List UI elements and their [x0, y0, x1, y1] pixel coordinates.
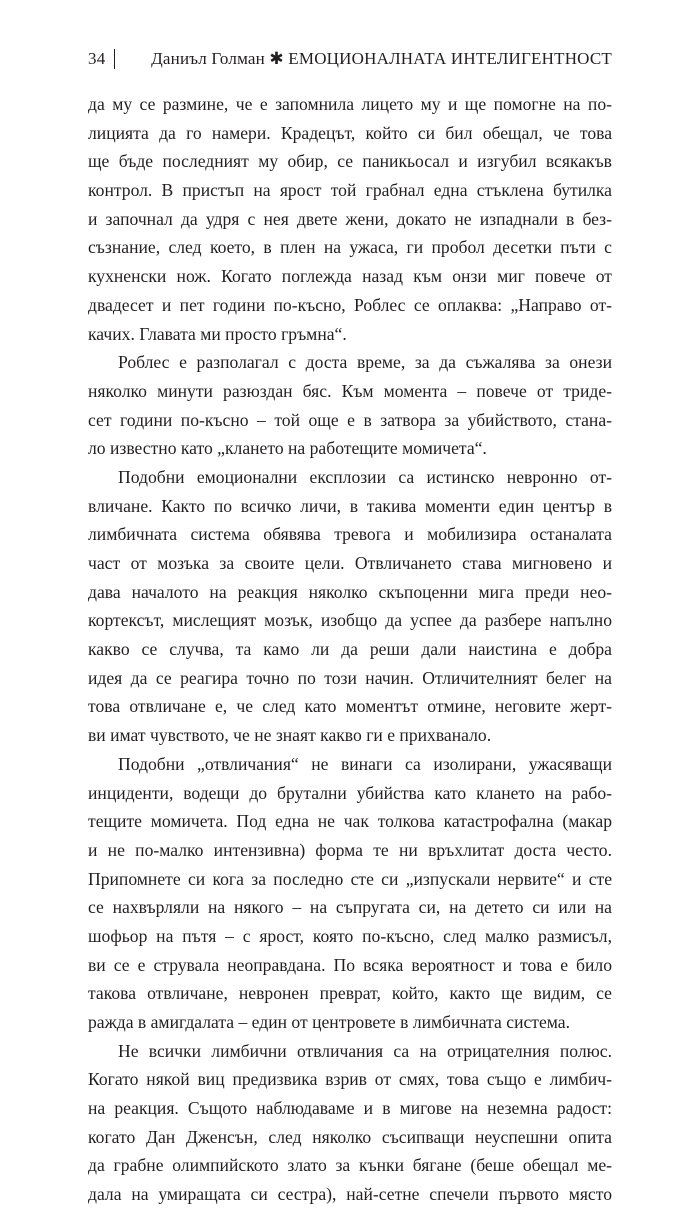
text-line: ло известно като „клането на работещите момичета“.	[88, 438, 487, 459]
text-line: идея да се реагира точно по този начин. Отличителният белег на	[88, 667, 612, 688]
text-line: кортексът, мислещият мозък, изобщо да успее да разбере напълно	[88, 610, 612, 631]
text-line: Не всички лимбични отвличания са на отрицателния полюс.	[118, 1040, 612, 1061]
text-line: такова отвличане, невронен преврат, който, както ще видим, се	[88, 983, 612, 1004]
text-line: и не по-малко интензивна) форма те ни връхлитат доста често.	[88, 839, 612, 860]
text-line: част от мозъка за своите цели. Отвличането става мигновено и	[88, 553, 612, 573]
text-line: Роблес е разполагал с доста време, за да съжалява за онези	[118, 352, 612, 373]
paragraph	[88, 750, 612, 1037]
text-line: инциденти, водещи до брутални убийства като клането на рабо-	[88, 782, 612, 803]
text-line: лимбичната система обявява тревога и мобилизира останалата	[88, 524, 612, 545]
text-line: ви имат чувството, че не знаят какво ги е прихванало.	[88, 725, 492, 746]
text-line: какво се случва, та камо ли да реши дали наистина е добра	[88, 639, 612, 660]
text-line: ражда в амигдалата – един от центровете в лимбичната система.	[88, 1012, 571, 1032]
paragraph	[88, 463, 612, 750]
text-line: Припомнете си кога за последно сте си „изпускали нервите“ и сте	[88, 868, 612, 889]
text-line: на реакция. Същото наблюдаваме и в мигове на неземна радост:	[88, 1098, 612, 1119]
running-head	[88, 44, 612, 74]
text-line: Подобни „отвличания“ не винаги са изолирани, ужасяващи	[118, 753, 612, 774]
text-line: това отвличане е, че след като моментът отмине, неговите жерт-	[88, 696, 612, 717]
header-divider	[114, 49, 115, 69]
text-line: и започнал да удря с нея двете жени, докато не изпаднали в без-	[88, 208, 612, 229]
text-line: шофьор на пътя – с ярост, която по-късно, след малко размисъл,	[88, 925, 612, 946]
text-line: дала на умиращата си сестра), най-сетне спечели първото място	[88, 1184, 612, 1205]
text-line: ще бъде последният му обир, се паникьосал и изгубил всякакъв	[88, 151, 612, 172]
body-text	[88, 90, 612, 1209]
text-line: вличане. Както по всичко личи, в такива моменти един център в	[88, 495, 612, 516]
page-number: 34	[88, 49, 106, 68]
text-line: съзнание, след което, в плен на ужаса, ги пробол десетки пъти с	[88, 237, 612, 258]
text-line: Подобни емоционални експлозии са истинско невронно от-	[118, 466, 612, 487]
text-line: сет години по-късно – той още е в затвора за убийството, стана-	[88, 409, 612, 430]
text-line: лицията да го намери. Крадецът, който си бил обещал, че това	[88, 122, 612, 143]
paragraph	[88, 348, 612, 463]
text-line: няколко минути разюздан бяс. Към момента – повече от триде-	[88, 380, 612, 401]
text-line: Когато някой виц предизвика взрив от смях, това също е лимбич-	[88, 1069, 612, 1090]
text-line: се нахвърляли на някого – на съпругата си, на детето си или на	[88, 897, 612, 918]
text-line: ви се е струвала неоправдана. По всяка вероятност и това е било	[88, 954, 612, 975]
text-line: да грабне олимпийското злато за кънки бягане (беше обещал ме-	[88, 1155, 612, 1176]
text-line: качих. Главата ми просто гръмна“.	[88, 323, 347, 344]
text-line: тещите момичета. Под една не чак толкова катастрофална (макар	[88, 811, 612, 832]
text-line: кухненски нож. Когато поглежда назад към онзи миг повече от	[88, 266, 612, 287]
text-line: двадесет и пет години по-късно, Роблес се оплаква: „Направо от-	[88, 294, 612, 315]
running-title: Даниъл Голман ✱ ЕМОЦИОНАЛНАТА ИНТЕЛИГЕНТНОСТ	[151, 49, 612, 68]
text-line: дава началото на реакция няколко скъпоценни мига преди нео-	[88, 581, 612, 602]
paragraph	[88, 90, 612, 348]
text-line: да му се размине, че е запомнила лицето му и ще помогне на по-	[88, 94, 612, 114]
text-line: контрол. В пристъп на ярост той грабнал една стъклена бутилка	[88, 180, 612, 201]
paragraph	[88, 1037, 612, 1209]
text-line: когато Дан Дженсън, след няколко съсипващи неуспешни опита	[88, 1126, 612, 1147]
